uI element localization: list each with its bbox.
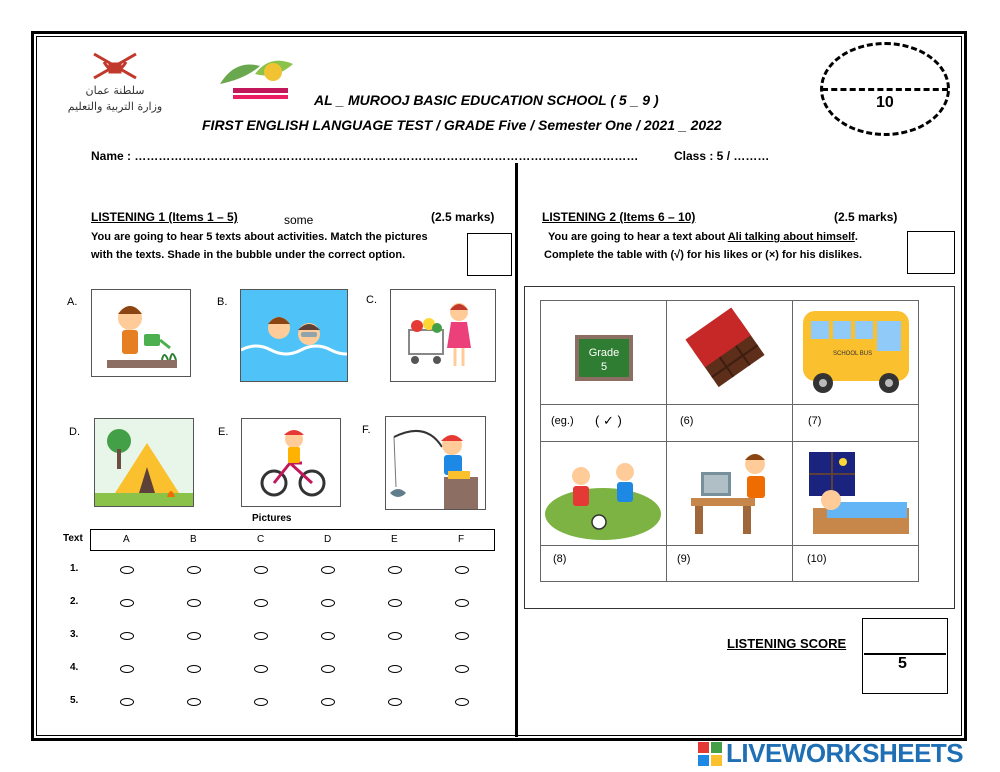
caption-6: (6) <box>680 415 694 427</box>
school-name: AL _ MUROOJ BASIC EDUCATION SCHOOL ( 5 _ 9 ) <box>314 92 659 108</box>
picture-b <box>240 289 348 382</box>
answer-bubble-4-e[interactable] <box>388 665 402 673</box>
class-field[interactable]: Class : 5 / ……… <box>674 149 770 163</box>
girl-watering-plants-icon <box>92 290 190 376</box>
answer-bubble-5-c[interactable] <box>254 698 268 706</box>
column-c: C <box>257 534 265 545</box>
test-title: FIRST ENGLISH LANGUAGE TEST / GRADE Five / Semester One / 2021 _ 2022 <box>202 117 722 133</box>
answer-bubble-5-e[interactable] <box>388 698 402 706</box>
column-divider <box>515 163 518 737</box>
watermark: LIVEWORKSHEETS <box>726 738 964 768</box>
listening1-instruction-2: with the texts. Shade in the bubble under the correct option. <box>91 249 406 261</box>
total-score: 10 <box>876 94 894 111</box>
school-logo <box>215 54 300 102</box>
picture-a <box>91 289 191 377</box>
listening2-instruction-1 <box>548 228 858 246</box>
answer-bubble-1-d[interactable] <box>321 566 335 574</box>
picture-letter-c: C. <box>366 294 377 306</box>
ministry-logo <box>60 44 170 124</box>
picture-letter-e: E. <box>218 426 229 438</box>
caption-8: (8) <box>553 553 567 565</box>
listening2-title: LISTENING 2 (Items 6 – 10) <box>542 210 696 224</box>
board-line-2: 5 <box>600 361 608 373</box>
listening2-marks: (2.5 marks) <box>834 210 898 224</box>
answer-bubble-4-c[interactable] <box>254 665 268 673</box>
caption-9: (9) <box>677 553 691 565</box>
school-leaf-logo-icon <box>215 54 300 102</box>
cell-6-image <box>666 300 793 405</box>
answer-bubble-5-d[interactable] <box>321 698 335 706</box>
listening1-marks: (2.5 marks) <box>431 210 495 224</box>
cell-6-answer[interactable] <box>666 404 793 442</box>
boy-fishing-icon <box>386 417 485 509</box>
caption-10: (10) <box>807 553 827 565</box>
matching-table-header <box>90 529 495 551</box>
picture-letter-f: F. <box>362 424 371 436</box>
row-label: 2. <box>70 596 79 607</box>
cell-7-image <box>792 300 919 405</box>
instruction-topic: Ali talking about himself <box>727 231 855 243</box>
svg-text:سلطنة عمان: سلطنة عمان <box>85 84 145 97</box>
listening1-title: LISTENING 1 (Items 1 – 5) <box>91 210 238 224</box>
svg-text:وزارة التربية والتعليم: وزارة التربية والتعليم <box>67 100 163 113</box>
column-f: F <box>458 534 465 545</box>
answer-bubble-3-b[interactable] <box>187 632 201 640</box>
row-label: 4. <box>70 662 79 673</box>
bus-text: SCHOOL BUS <box>833 351 873 357</box>
kids-swimming-icon <box>241 290 347 381</box>
picture-d <box>94 418 194 507</box>
cell-example-answer[interactable] <box>540 404 667 442</box>
answer-bubble-4-b[interactable] <box>187 665 201 673</box>
answer-bubble-2-d[interactable] <box>321 599 335 607</box>
answer-bubble-2-e[interactable] <box>388 599 402 607</box>
row-label: 1. <box>70 563 79 574</box>
answer-bubble-2-b[interactable] <box>187 599 201 607</box>
listening1-answer-box[interactable] <box>467 233 512 276</box>
instruction-text: You are going to hear a text about <box>548 231 728 243</box>
example-check-mark: ( ✓ ) <box>595 413 622 428</box>
score-divider <box>822 88 948 91</box>
cell-7-answer[interactable] <box>792 404 919 442</box>
cell-10-image <box>792 441 919 546</box>
answer-bubble-5-a[interactable] <box>120 698 134 706</box>
cell-9-image <box>666 441 793 546</box>
answer-bubble-5-b[interactable] <box>187 698 201 706</box>
answer-bubble-1-c[interactable] <box>254 566 268 574</box>
answer-bubble-4-a[interactable] <box>120 665 134 673</box>
row-label: 5. <box>70 695 79 706</box>
column-b: B <box>190 534 197 545</box>
listening1-instruction-1: You are going to hear 5 texts about activities. Match the pictures <box>91 231 428 243</box>
cell-10-answer[interactable] <box>792 545 919 582</box>
listening-score-value: 5 <box>898 655 907 672</box>
camping-tent-icon <box>95 419 193 506</box>
listening2-answer-box[interactable] <box>907 231 955 274</box>
column-e: E <box>391 534 398 545</box>
listening2-instruction-2: Complete the table with (√) for his likes or (×) for his dislikes. <box>544 249 863 261</box>
answer-bubble-4-f[interactable] <box>455 665 469 673</box>
boy-sleeping-icon <box>793 442 918 545</box>
picture-letter-b: B. <box>217 296 228 308</box>
listening-score-label: LISTENING SCORE <box>727 636 847 651</box>
column-d: D <box>324 534 332 545</box>
answer-bubble-1-f[interactable] <box>455 566 469 574</box>
boys-playing-football-icon <box>541 442 666 545</box>
picture-e <box>241 418 341 507</box>
answer-bubble-4-d[interactable] <box>321 665 335 673</box>
answer-bubble-3-d[interactable] <box>321 632 335 640</box>
answer-bubble-1-e[interactable] <box>388 566 402 574</box>
answer-bubble-3-a[interactable] <box>120 632 134 640</box>
answer-bubble-3-c[interactable] <box>254 632 268 640</box>
pictures-label: Pictures <box>252 513 292 524</box>
column-a: A <box>123 534 130 545</box>
picture-f <box>385 416 486 510</box>
answer-bubble-5-f[interactable] <box>455 698 469 706</box>
instruction-period: . <box>854 231 858 243</box>
picture-letter-a: A. <box>67 296 78 308</box>
answer-bubble-2-a[interactable] <box>120 599 134 607</box>
girl-cycling-icon <box>242 419 340 506</box>
liveworksheets-logo-icon <box>698 742 722 766</box>
cell-8-image <box>540 441 667 546</box>
answer-bubble-3-f[interactable] <box>455 632 469 640</box>
boy-at-computer-icon <box>667 442 792 545</box>
picture-letter-d: D. <box>69 426 80 438</box>
cell-9-answer[interactable] <box>666 545 793 582</box>
grade-5-chalkboard-icon <box>541 301 666 404</box>
board-line-1: Grade <box>588 347 620 359</box>
row-label: 3. <box>70 629 79 640</box>
chocolate-bar-icon <box>667 301 792 404</box>
school-bus-icon <box>793 301 918 404</box>
answer-bubble-1-a[interactable] <box>120 566 134 574</box>
name-field[interactable]: Name : ……………………………………………………………………………………………………………… <box>91 149 639 163</box>
caption-example: (eg.) <box>551 415 574 427</box>
text-label: Text <box>63 533 83 544</box>
answer-bubble-1-b[interactable] <box>187 566 201 574</box>
picture-c <box>390 289 496 382</box>
answer-bubble-2-c[interactable] <box>254 599 268 607</box>
caption-7: (7) <box>808 415 822 427</box>
answer-bubble-2-f[interactable] <box>455 599 469 607</box>
listening1-note: some <box>284 213 314 227</box>
answer-bubble-3-e[interactable] <box>388 632 402 640</box>
oman-emblem-icon <box>60 44 170 124</box>
girl-shopping-cart-icon <box>391 290 495 381</box>
cell-example-image <box>540 300 667 405</box>
cell-8-answer[interactable] <box>540 545 667 582</box>
